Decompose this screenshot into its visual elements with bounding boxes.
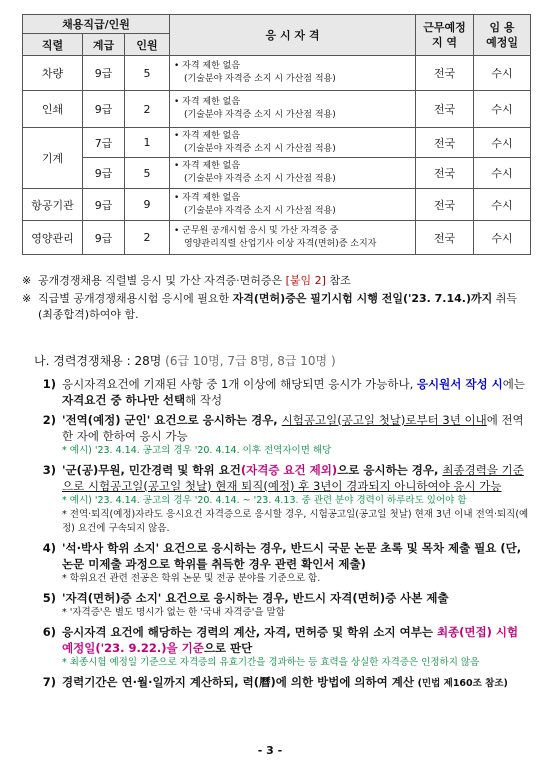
header-date-text: 임 용 예정일 [486, 21, 518, 49]
cell-grade: 9급 [83, 91, 125, 128]
cell-job: 항공기관 [23, 189, 83, 221]
item-note: * 전역·퇴직(예정)자라도 응시요건 자격증으로 응시할 경우, 시험공고일(공고일 첫날) 현재 3년 이내 전역·퇴직(예정) 요건에 구속되지 않음. [62, 509, 529, 534]
header-group: 채용직급/인원 [23, 15, 170, 34]
item-note: * '자격증'은 별도 명시가 없는 한 '국내 자격증'을 말함 [62, 607, 285, 618]
qualification-note: 영양관리직렬 산업기사 이상 자격(면허)증 소지자 [184, 238, 377, 249]
note [22, 273, 527, 289]
section-detail: (6급 10명, 7급 8명, 8급 10명 ) [165, 354, 336, 368]
item-text: '자격(면허)증 소지' 요건으로 응시하는 경우, 반드시 자격(면허)증 사본 제출 [62, 591, 449, 605]
cell-grade: 9급 [83, 221, 125, 255]
cell-region: 전국 [416, 91, 474, 128]
cell-qualification [170, 91, 416, 128]
item-text [62, 674, 532, 692]
item-text [62, 624, 532, 656]
item-text-a: '군(공)무원, 민간경력 및 학위 요건 [62, 463, 241, 477]
item-number: 7) [42, 675, 56, 689]
item-example: * 예시) '23. 4.14. 공고의 경우 '20. 4.14. ~ '23. 4.13. 중 관련 분야 경력이 하루라도 있어야 함 [62, 495, 467, 506]
cell-grade: 9급 [83, 158, 125, 189]
item-underline: 최종경력을 기준으로 시험공고일(공고일 첫날) 현재 퇴직(예정) 후 3년이 경과되지 아니하여야 응시 가능 [62, 463, 524, 493]
item-number: 5) [42, 591, 56, 605]
notes [22, 273, 527, 325]
cell-date: 수시 [474, 221, 531, 255]
cell-grade: 7급 [83, 128, 125, 158]
cell-date: 수시 [474, 56, 531, 91]
cell-count: 5 [125, 158, 170, 189]
section-title-text: 나. 경력경쟁채용 : 28명 [34, 354, 162, 368]
item-highlight: 최종(면접) 시험 예정일('23. 9.22.)을 기준 [62, 625, 519, 655]
cell-job: 차량 [23, 56, 83, 91]
header-count: 인원 [125, 34, 170, 56]
cell-count: 5 [125, 56, 170, 91]
item-list [34, 376, 532, 692]
cell-count: 9 [125, 189, 170, 221]
header-date [474, 15, 531, 56]
qualification-line: • 자격 제한 없음 [174, 161, 241, 171]
table-row [23, 158, 531, 189]
cell-grade: 9급 [83, 189, 125, 221]
attachment-ref: [붙임 2] [285, 274, 326, 287]
list-item [34, 412, 532, 444]
item-emphasis: 자격요건 중 하나만 선택 [62, 393, 186, 407]
item-text-c: 에 전역한 자에 한하여 응시 가능 [62, 413, 524, 443]
cell-date: 수시 [474, 158, 531, 189]
item-text-a: 응시자격요건에 기재된 사항 중 1개 이상에 해당되면 응시가 가능하나, [62, 377, 417, 391]
header-qualification: 응 시 자 격 [170, 15, 416, 56]
item-text-c: 으로 판단 [203, 641, 253, 655]
item-text-e: 해 작성 [185, 393, 223, 407]
cell-job: 인쇄 [23, 91, 83, 128]
cell-date: 수시 [474, 128, 531, 158]
item-text: '석·박사 학위 소지' 요건으로 응시하는 경우, 반드시 국문 논문 초록 및 목차 제출 필요 (단, 논문 미제출 과정으로 학위를 취득한 경우 관련 확인서 제출) [62, 541, 522, 571]
list-item [34, 624, 532, 656]
note-text [38, 291, 527, 323]
cell-qualification [170, 128, 416, 158]
cell-date: 수시 [474, 189, 531, 221]
item-text-a: '전역(예정) 군인' 요건으로 응시하는 경우, [62, 413, 282, 427]
header-region-text: 근무예정 지 역 [423, 21, 466, 49]
note-text-c: 취득(최종합격)하여야 함. [38, 292, 518, 321]
cell-region: 전국 [416, 56, 474, 91]
item-underline: 시험공고일(공고일 첫날)로부터 3년 이내 [281, 413, 487, 427]
cell-count: 2 [125, 91, 170, 128]
section-title [34, 352, 336, 369]
cell-count: 2 [125, 221, 170, 255]
qualification-line: • 자격 제한 없음 [174, 61, 241, 71]
cell-qualification [170, 56, 416, 91]
cell-job: 기계 [23, 128, 83, 189]
qualification-note: (기술분야 자격증 소지 시 가산점 적용) [184, 174, 336, 184]
item-number: 2) [42, 413, 56, 427]
cell-region: 전국 [416, 158, 474, 189]
note [22, 291, 527, 323]
list-item [34, 590, 532, 606]
recruitment-table [22, 14, 531, 255]
item-text-a: 경력기간은 연·월·일까지 계산하되, 력(曆)에 의한 방법에 의하여 계산 [62, 675, 414, 689]
item-number: 4) [42, 541, 56, 555]
item-highlight: 응시원서 작성 시 [416, 377, 503, 391]
item-text-c: 으로 응시하는 경우, [337, 463, 443, 477]
note-mark: ※ [22, 292, 32, 305]
qualification-line: • 자격 제한 없음 [174, 97, 241, 107]
list-item [34, 540, 532, 572]
cell-qualification [170, 221, 416, 255]
table-row [23, 189, 531, 221]
item-note: * 학위요건 관련 전공은 학위 논문 및 전공 분야를 기준으로 함. [62, 573, 321, 584]
cell-qualification [170, 158, 416, 189]
item-example: * 예시) '23. 4.14. 공고의 경우 '20. 4.14. 이후 전역자이면 해당 [62, 445, 332, 456]
note-text-a: 공개경쟁채용 직렬별 응시 및 가산 자격증·면허증은 [38, 274, 286, 287]
item-example: * 최종시험 예정일 기준으로 자격증의 유효기간을 경과하는 등 효력을 상실한 자격증은 인정하지 않음 [62, 657, 480, 668]
cell-region: 전국 [416, 221, 474, 255]
list-item [34, 462, 532, 494]
list-item [34, 376, 532, 408]
note-text-a: 직급별 공개경쟁채용시험 응시에 필요한 [38, 292, 233, 305]
item-text-c: 에는 [502, 377, 525, 391]
note-mark: ※ [22, 274, 32, 287]
qualification-line: • 군무원 공개시험 응시 및 가산 자격증 중 [174, 225, 339, 236]
table-row [23, 91, 531, 128]
item-reference: (민법 제160조 참조) [417, 678, 508, 689]
item-text-a: 응시자격 요건에 해당하는 경력의 계산, 자격, 면허증 및 학위 소지 여부는 [62, 625, 437, 639]
item-number: 6) [42, 625, 56, 639]
list-item [34, 674, 532, 692]
qualification-note: (기술분야 자격증 소지 시 가산점 적용) [184, 110, 336, 120]
cell-date: 수시 [474, 91, 531, 128]
item-highlight: (자격증 요건 제외) [240, 463, 338, 477]
qualification-line: • 자격 제한 없음 [174, 192, 241, 203]
qualification-note: (기술분야 자격증 소지 시 가산점 적용) [184, 74, 336, 84]
item-number: 1) [42, 377, 56, 391]
note-emphasis: 자격(면허)증은 필기시험 시행 전일('23. 7.14.)까지 [232, 292, 493, 305]
item-text [62, 376, 532, 408]
item-number: 3) [42, 463, 56, 477]
table-row [23, 128, 531, 158]
item-text [62, 462, 532, 494]
note-text-c: 참조 [325, 274, 351, 287]
cell-job: 영양관리 [23, 221, 83, 255]
table-row [23, 56, 531, 91]
cell-region: 전국 [416, 128, 474, 158]
header-job: 직렬 [23, 34, 83, 56]
table-row [23, 221, 531, 255]
qualification-note: (기술분야 자격증 소지 시 가산점 적용) [184, 143, 336, 154]
cell-count: 1 [125, 128, 170, 158]
header-region [416, 15, 474, 56]
qualification-line: • 자격 제한 없음 [174, 130, 241, 141]
item-text [62, 412, 532, 444]
note-text [38, 273, 351, 289]
page-number: - 3 - [257, 744, 283, 757]
qualification-note: (기술분야 자격증 소지 시 가산점 적용) [184, 205, 336, 216]
cell-qualification [170, 189, 416, 221]
cell-grade: 9급 [83, 56, 125, 91]
cell-region: 전국 [416, 189, 474, 221]
header-grade: 계급 [83, 34, 125, 56]
